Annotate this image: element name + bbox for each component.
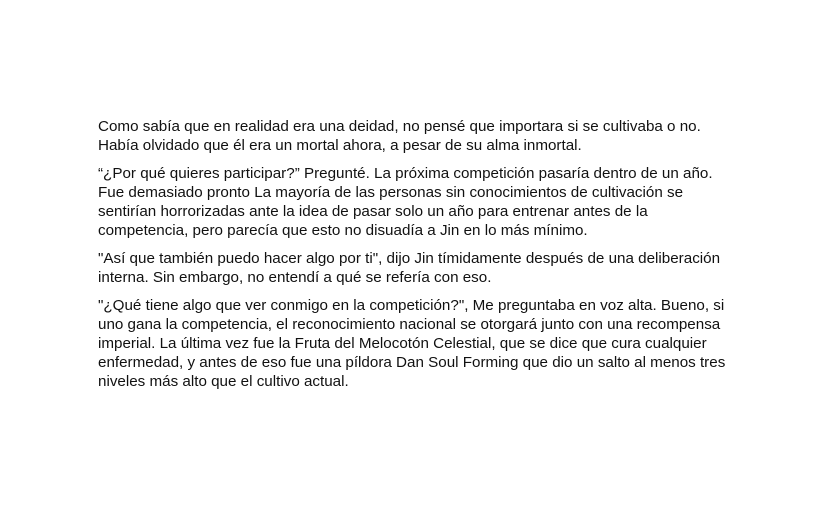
paragraph-1: Como sabía que en realidad era una deidad, no pensé que importara si se cultivaba o no. Había olvidado que él era un mortal ahora, a pesar de su alma inmortal. [98,118,701,154]
paragraph-2: “¿Por qué quieres participar?” Pregunté. La próxima competición pasaría dentro de un año. Fue demasiado pronto La mayoría de las personas sin conocimientos de cultivación se sentirían horrorizadas ante la idea de pasar solo un año para entrenar antes de la competencia, pero parecía que esto no disuadía a Jin en lo más mínimo. [98,165,713,239]
paragraph-3: "Así que también puedo hacer algo por ti", dijo Jin tímidamente después de una deliberación interna. Sin embargo, no entendí a qué se refería con eso. [98,250,721,286]
paragraph-4: "¿Qué tiene algo que ver conmigo en la competición?", Me preguntaba en voz alta. Bueno, si uno gana la competencia, el reconocimiento nacional se otorgará junto con una recompensa imperial. La última vez fue la Fruta del Melocotón Celestial, que se dice que cura cualquier enfermedad, y antes de eso fue una píldora Dan Soul Forming que dio un salto al menos tres niveles más alto que el cultivo actual. [98,297,726,390]
document-body [98,117,738,400]
